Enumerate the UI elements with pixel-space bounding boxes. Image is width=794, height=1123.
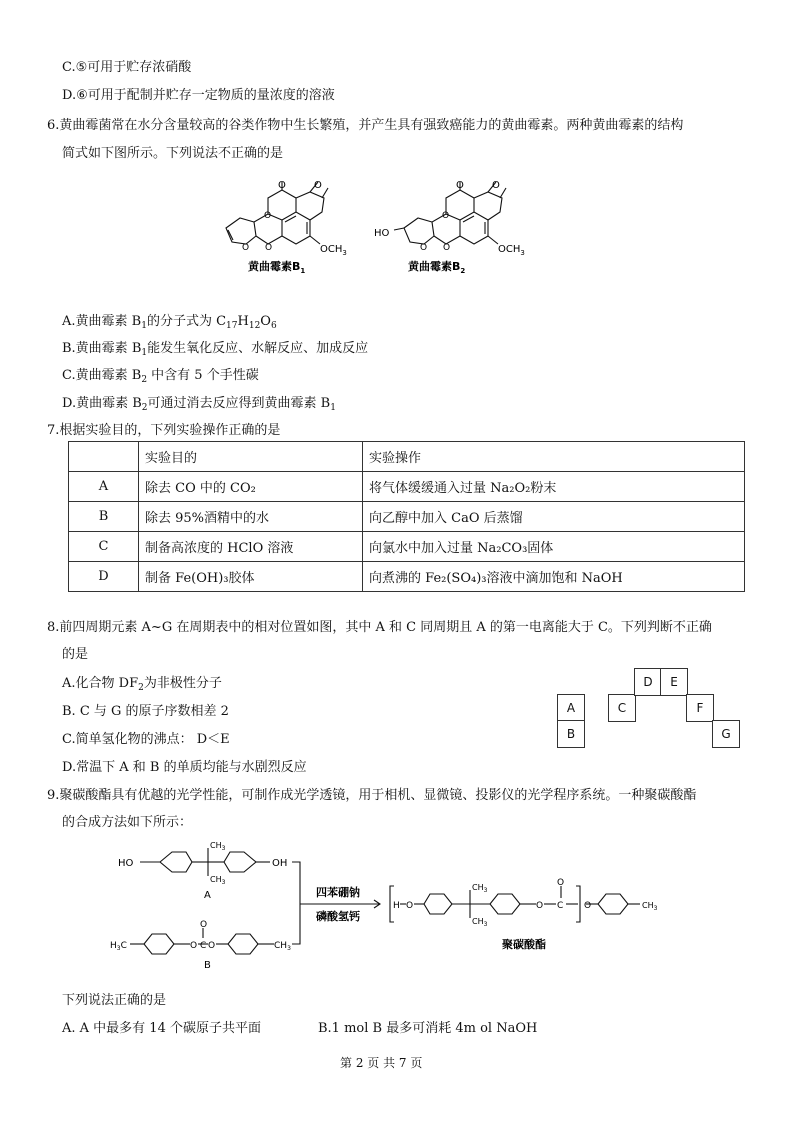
page-footer: 第 2 页 共 7 页	[340, 1056, 423, 1070]
periodic-cell-g: G	[712, 720, 740, 748]
q6-stem-line2: 简式如下图所示。下列说法不正确的是	[62, 146, 284, 161]
mol-b-o-2: O	[208, 941, 216, 951]
mol-a-label: A	[204, 890, 211, 901]
q8-option-c: C.简单氢化物的沸点： D＜E	[62, 732, 230, 747]
row-operation: 向乙醇中加入 CaO 后蒸馏	[363, 502, 745, 532]
b1-caption: 黄曲霉素$B_1$	[248, 260, 306, 273]
b2-carbonyl-o-1: O	[456, 180, 464, 191]
product-o-2: O	[536, 901, 544, 911]
reagent-label-2: 磷酸氢钙	[316, 910, 360, 923]
q8-stem-line1: 8.前四周期元素 A~G 在周期表中的相对位置如图，其中 A 和 C 同周期且 A 的第一电离能大于 C。下列判断不正确	[47, 620, 712, 635]
q6-option-c: C.黄曲霉素 $B_2$ 中含有 5 个手性碳	[62, 368, 259, 385]
b1-ring-o-3: O	[242, 243, 250, 253]
b2-caption: 黄曲霉素$B_2$	[408, 260, 466, 273]
b1-ring-o-2: O	[265, 243, 273, 253]
periodic-cell-e: E	[660, 668, 688, 696]
mol-b-c: C	[200, 941, 207, 951]
b2-carbonyl-o-2: O	[492, 180, 500, 191]
row-operation: 向煮沸的 Fe₂(SO₄)₃溶液中滴加饱和 NaOH	[363, 562, 745, 592]
product-o-top: O	[557, 878, 565, 888]
mol-a-oh: OH	[272, 858, 288, 869]
polycarbonate-synthesis-scheme	[110, 838, 710, 978]
product-o-3: O	[584, 901, 592, 911]
periodic-cell-c: C	[608, 694, 636, 722]
b1-carbonyl-o-2: O	[314, 180, 322, 191]
row-operation: 将气体缓缓通入过量 Na₂O₂粉末	[363, 472, 745, 502]
q8-option-b: B. C 与 G 的原子序数相差 2	[62, 704, 229, 719]
periodic-cell-b: B	[557, 720, 585, 748]
q8-stem-line2: 的是	[62, 647, 89, 662]
row-goal: 除去 CO 中的 CO₂	[139, 472, 363, 502]
mol-b-h3c: $H_3C$	[110, 941, 127, 952]
b2-hydroxyl: HO	[374, 228, 390, 239]
row-label: D	[69, 562, 139, 592]
b1-och3: $OCH_3$	[320, 244, 347, 257]
product-name: 聚碳酸酯	[502, 938, 546, 951]
product-ring-2	[490, 894, 520, 914]
product-o-1: O	[406, 901, 414, 911]
mol-b-ch3: $CH_3$	[274, 941, 291, 952]
product-h: H	[393, 901, 400, 911]
q9-stem-line1: 9.聚碳酸酯具有优越的光学性能，可制作成光学透镜，用于相机、显微镜、投影仪的光学程序系统。一种聚碳酸酯	[47, 788, 697, 803]
q9-option-a: A. A 中最多有 14 个碳原子共平面	[62, 1021, 261, 1036]
q9-stem-line2: 的合成方法如下所示：	[62, 815, 193, 830]
b2-och3: $OCH_3$	[498, 244, 525, 257]
product-ring-3	[598, 894, 628, 914]
mol-a-ring-2	[224, 852, 256, 872]
q9-ask: 下列说法正确的是	[62, 993, 167, 1008]
row-operation: 向氯水中加入过量 Na₂CO₃固体	[363, 532, 745, 562]
row-label: B	[69, 502, 139, 532]
product-ch3-bottom: $CH_3$	[472, 917, 488, 928]
table-row	[69, 472, 745, 502]
table-header-cell: 实验目的	[139, 442, 363, 472]
product-ring-1	[424, 894, 452, 914]
row-goal: 除去 95%酒精中的水	[139, 502, 363, 532]
product-ch3-end: $CH_3$	[642, 901, 658, 912]
q6-stem-line1: 6.黄曲霉菌常在水分含量较高的谷类作物中生长繁殖，并产生具有强致癌能力的黄曲霉素。两种黄曲霉素的结构	[47, 118, 684, 133]
q5-option-d: D.⑥可用于配制并贮存一定物质的量浓度的溶液	[62, 88, 335, 103]
q6-option-a: A.黄曲霉素 $B_1$的分子式为 $C_{17}H_{12}O_6$	[62, 314, 277, 331]
periodic-cell-a: A	[557, 694, 585, 722]
row-label: A	[69, 472, 139, 502]
b1-ring-o-1: O	[264, 211, 272, 221]
table-row	[69, 502, 745, 532]
b2-ring-o-2: O	[443, 243, 451, 253]
b2-ring-o-1: O	[442, 211, 450, 221]
mol-b-o-1: O	[190, 941, 198, 951]
reagent-label-1: 四苯硼钠	[316, 886, 360, 899]
table-header-cell	[69, 442, 139, 472]
q7-experiment-table	[68, 441, 745, 592]
mol-b-o-top: O	[200, 920, 208, 930]
table-header-cell: 实验操作	[363, 442, 745, 472]
periodic-cell-d: D	[634, 668, 662, 696]
b1-carbonyl-o-1: O	[278, 180, 286, 191]
structure-aflatoxin-b1	[210, 178, 380, 273]
mol-b-ring-2	[228, 934, 258, 954]
mol-b-label: B	[204, 960, 211, 971]
q6-option-b: B.黄曲霉素 $B_1$能发生氧化反应、水解反应、加成反应	[62, 341, 369, 358]
q8-option-d: D.常温下 A 和 B 的单质均能与水剧烈反应	[62, 760, 307, 775]
product-ch3-top: $CH_3$	[472, 883, 488, 894]
q8-option-a: A.化合物 $DF_2$为非极性分子	[62, 676, 222, 693]
row-goal: 制备高浓度的 HClO 溶液	[139, 532, 363, 562]
table-row	[69, 532, 745, 562]
row-goal: 制备 Fe(OH)₃胶体	[139, 562, 363, 592]
q9-option-b: B.1 mol B 最多可消耗 4m ol NaOH	[318, 1021, 538, 1036]
mol-a-ch3-top: $CH_3$	[210, 841, 226, 852]
product-c: C	[557, 901, 564, 911]
mol-a-ch3-bottom: $CH_3$	[210, 875, 226, 886]
mol-a-ho: HO	[118, 858, 134, 869]
mol-a-ring-1	[160, 852, 192, 872]
periodic-cell-f: F	[686, 694, 714, 722]
q5-option-c: C.⑤可用于贮存浓硝酸	[62, 60, 192, 75]
row-label: C	[69, 532, 139, 562]
table-row	[69, 562, 745, 592]
q6-option-d: D.黄曲霉素 $B_2$可通过消去反应得到黄曲霉素 $B_1$	[62, 396, 336, 413]
q7-stem: 7.根据实验目的，下列实验操作正确的是	[47, 423, 281, 438]
table-header-row	[69, 442, 745, 472]
b2-ring-o-3: O	[420, 243, 428, 253]
structure-aflatoxin-b2	[368, 178, 558, 273]
mol-b-ring-1	[144, 934, 174, 954]
